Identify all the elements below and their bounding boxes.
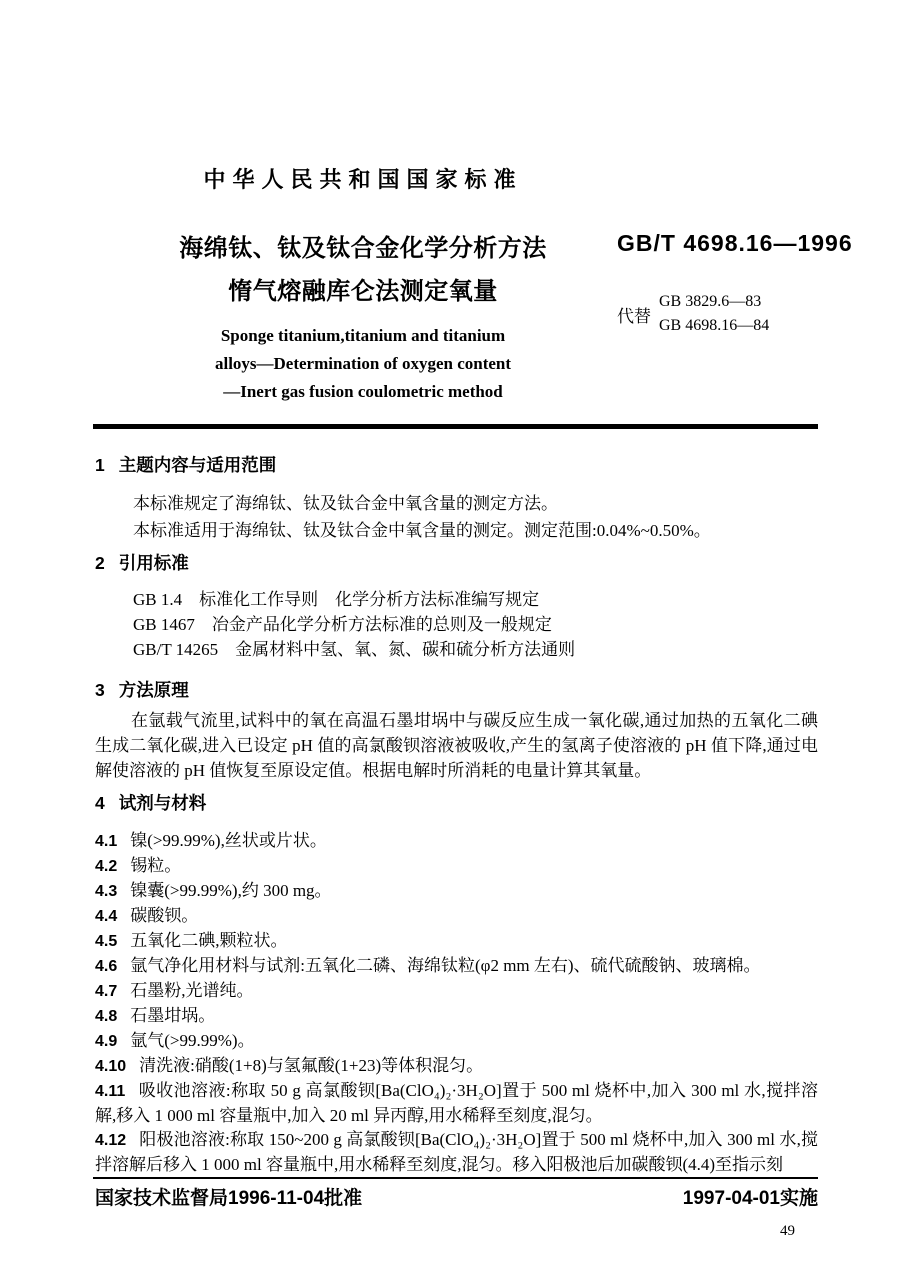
section-1-title: 主题内容与适用范围: [118, 455, 277, 475]
reagent-item-text: 碳酸钡。: [130, 906, 199, 925]
reagent-item-number: 4.4: [95, 908, 118, 925]
document-header: [0, 0, 905, 424]
reagent-item-text: 五氧化二碘,颗粒状。: [130, 931, 288, 950]
reagent-item: [95, 904, 818, 929]
section-2-references: [95, 587, 818, 662]
replaces-block: [617, 290, 769, 338]
reagent-item-number: 4.6: [95, 958, 118, 975]
reference-item: GB 1.4 标准化工作导则 化学分析方法标准编写规定: [133, 590, 540, 609]
section-3-paragraph: 在氩载气流里,试料中的氧在高温石墨坩埚中与碳反应生成一氧化碳,通过加热的五氧化二碘生成二氧化碳,进入已设定 pH 值的高氯酸钡溶液被吸收,产生的氢离子使溶液的 pH 值下降,通过电解使溶液的 pH 值恢复至原设定值。根据电解时所消耗的电量计算其氧量。: [95, 711, 818, 780]
reagent-item-number: 4.5: [95, 933, 118, 950]
reagent-item-number: 4.12: [95, 1132, 127, 1149]
reagent-item-text: 清洗液:硝酸(1+8)与氢氟酸(1+23)等体积混匀。: [139, 1056, 484, 1075]
reference-item: GB 1467 冶金产品化学分析方法标准的总则及一般规定: [133, 615, 552, 634]
reagent-item: [95, 1029, 818, 1054]
section-3-number: 3: [95, 680, 105, 700]
reagent-item: [95, 854, 818, 879]
reagent-item-text: 氩气(>99.99%)。: [130, 1031, 255, 1050]
reagent-item: [95, 879, 818, 904]
reagent-item-number: 4.2: [95, 858, 118, 875]
reagent-item-number: 4.11: [95, 1083, 126, 1100]
section-1-heading: [95, 455, 818, 475]
section-2-heading: [95, 553, 818, 573]
reagent-item-text: 石墨粉,光谱纯。: [130, 981, 254, 1000]
document-body: [0, 455, 905, 1177]
page-number: 49: [780, 1223, 795, 1239]
document-title-en: [93, 322, 633, 406]
reference-item: GB/T 14265 金属材料中氢、氧、氮、碳和硫分析方法通则: [133, 640, 576, 659]
section-4-title: 试剂与材料: [118, 793, 207, 813]
document-title-en-line3: —Inert gas fusion coulometric method: [223, 382, 503, 401]
section-1-content: [95, 490, 818, 544]
replaced-standard-1: GB 3829.6—83: [659, 293, 762, 310]
reagent-item-number: 4.9: [95, 1033, 118, 1050]
reagent-item-number: 4.10: [95, 1058, 127, 1075]
reagent-item-number: 4.1: [95, 833, 118, 850]
reagent-item: [95, 1079, 818, 1128]
replaced-standards: [659, 290, 769, 338]
document-footer: [0, 1187, 905, 1211]
document-title-en-line1: Sponge titanium,titanium and titanium: [220, 326, 506, 345]
section-4-heading: [95, 793, 818, 813]
section-4-number: 4: [95, 793, 105, 813]
replaces-label: 代替: [617, 306, 651, 326]
document-title-cn-line1: 海绵钛、钛及钛合金化学分析方法: [179, 235, 547, 262]
replaced-standard-2: GB 4698.16—84: [659, 317, 770, 334]
section-3-heading: [95, 680, 818, 700]
reagent-item: [95, 979, 818, 1004]
footer-divider-rule: [93, 1177, 818, 1179]
reagent-item: [95, 929, 818, 954]
reagent-item-number: 4.3: [95, 883, 118, 900]
reagent-item-text: 石墨坩埚。: [130, 1006, 216, 1025]
reagent-item: [95, 1004, 818, 1029]
reagent-item: [95, 1128, 818, 1177]
section-1-number: 1: [95, 455, 105, 475]
header-title-column: [93, 0, 633, 406]
document-title-en-line2: alloys—Determination of oxygen content: [214, 354, 512, 373]
section-4-items: [95, 829, 818, 1177]
reagent-item: [95, 1054, 818, 1079]
section-2-title: 引用标准: [118, 553, 189, 573]
approval-statement: 国家技术监督局1996-11-04批准: [95, 1188, 363, 1209]
implementation-statement: 1997-04-01实施: [682, 1188, 818, 1209]
header-divider-rule: [93, 424, 818, 429]
reagent-item-text: 吸收池溶液:称取 50 g 高氯酸钡[Ba(ClO₄)₂·3H₂O]置于 500 ml 烧杯中,加入 300 ml 水,搅拌溶解,移入 1 000 ml 容量瓶中,加入 20 ml 异丙醇,用水稀释至刻度,混匀。: [95, 1081, 818, 1125]
reagent-item-text: 镍(>99.99%),丝状或片状。: [130, 831, 327, 850]
reagent-item-text: 锡粒。: [130, 856, 182, 875]
reagent-item-number: 4.8: [95, 1008, 118, 1025]
document-title-cn-line2: 惰气熔融库仑法测定氧量: [228, 278, 498, 305]
section-1-paragraph: 本标准规定了海绵钛、钛及钛合金中氧含量的测定方法。: [133, 494, 558, 513]
reagent-item-number: 4.7: [95, 983, 118, 1000]
reagent-item-text: 镍囊(>99.99%),约 300 mg。: [130, 881, 332, 900]
section-1-paragraph: 本标准适用于海绵钛、钛及钛合金中氧含量的测定。测定范围:0.04%~0.50%。: [133, 521, 711, 540]
section-2-number: 2: [95, 553, 105, 573]
national-standard-label: 中华人民共和国国家标准: [203, 167, 523, 192]
standard-code: GB/T 4698.16—1996: [617, 230, 853, 256]
reagent-item-text: 阳极池溶液:称取 150~200 g 高氯酸钡[Ba(ClO₄)₂·3H₂O]置于 500 ml 烧杯中,加入 300 ml 水,搅拌溶解后移入 1 000 ml 容量瓶中,用水稀释至刻度,混匀。移入阳极池后加碳酸钡(4.4)至指示刻: [95, 1130, 818, 1174]
reagent-item: [95, 954, 818, 979]
reagent-item: [95, 829, 818, 854]
section-3-title: 方法原理: [118, 680, 189, 700]
reagent-item-text: 氩气净化用材料与试剂:五氧化二磷、海绵钛粒(φ2 mm 左右)、硫代硫酸钠、玻璃棉。: [130, 956, 761, 975]
